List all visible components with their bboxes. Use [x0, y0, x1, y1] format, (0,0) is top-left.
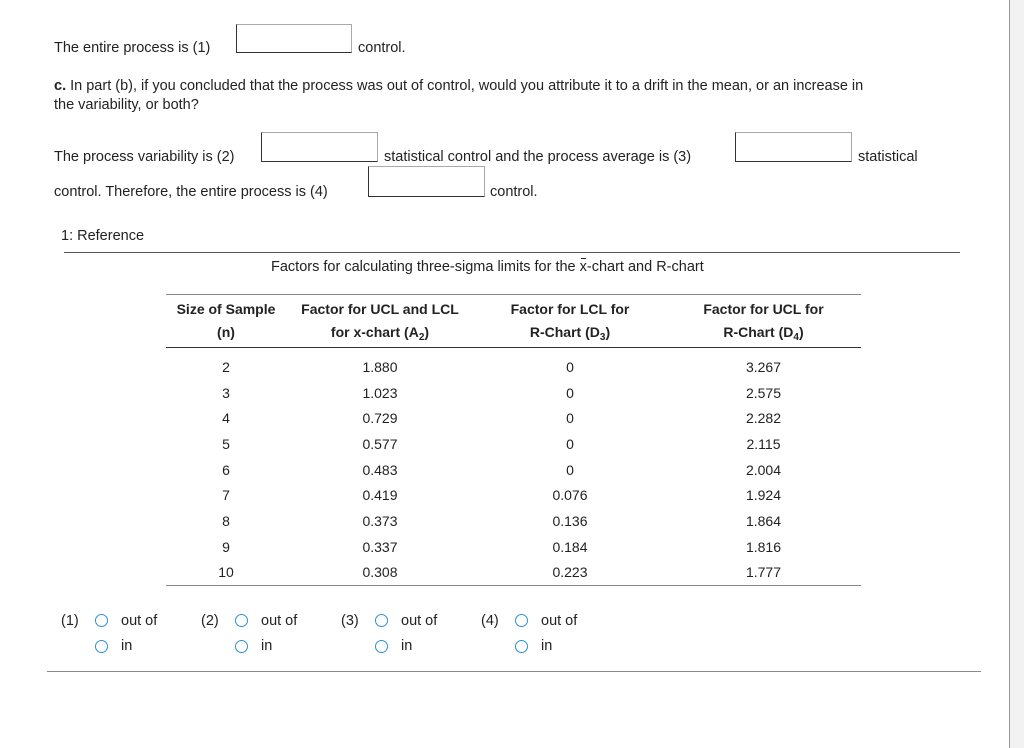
part-c-line1-a: The process variability is (2): [54, 149, 235, 165]
cell-n: 4: [222, 410, 230, 427]
header-d4-line1: Factor for UCL for: [703, 301, 824, 317]
cell-a2: 0.577: [362, 435, 398, 452]
table-caption: [271, 259, 704, 275]
table-row: [166, 508, 861, 534]
header-d4-line2: R-Chart $(D_4)$: [723, 324, 804, 343]
option-label-1-in[interactable]: in: [121, 638, 133, 654]
answer-box-2[interactable]: [261, 132, 378, 162]
part-c-question-line2: the variability, or both?: [54, 97, 199, 113]
cell-n: 3: [222, 384, 230, 401]
cell-n: 6: [222, 461, 230, 478]
table-row: [166, 431, 861, 457]
cell-d3: 0: [566, 410, 574, 427]
cell-d3: 0: [566, 461, 574, 478]
caption-pre: Factors for calculating three-sigma limits for the: [271, 259, 580, 275]
part-c-line1-c: statistical: [858, 149, 918, 165]
header-n-line2: (n): [217, 324, 235, 340]
cell-d4: 2.575: [745, 384, 782, 401]
cell-a2: 0.337: [362, 538, 398, 555]
page-edge: [1009, 0, 1010, 748]
header-a2-line1: Factor for UCL and LCL: [301, 301, 459, 317]
radio-4-out-of[interactable]: [515, 614, 528, 627]
part-c-line1-b: statistical control and the process average is (3): [384, 149, 692, 165]
caption-post: -chart and R-chart: [586, 259, 704, 275]
header-n-line1: Size of Sample: [176, 301, 276, 317]
table-row: [166, 560, 861, 586]
reference-heading: 1: Reference: [61, 228, 145, 244]
cell-d4: 1.864: [745, 512, 782, 529]
answer-box-4[interactable]: [368, 166, 485, 197]
cell-a2: 0.483: [362, 461, 398, 478]
option-label-4-in[interactable]: in: [541, 638, 553, 654]
table-header-row: [166, 321, 861, 348]
cell-d3: 0: [566, 435, 574, 452]
cell-a2: 0.373: [362, 512, 398, 529]
part-a-suffix: control.: [358, 40, 406, 56]
cell-d4: 1.777: [745, 564, 782, 581]
choice-label-4: (4): [481, 613, 499, 629]
table-row: [166, 354, 861, 380]
factors-table: [166, 294, 861, 586]
cell-d3: 0.076: [552, 487, 588, 504]
part-c-question: [54, 78, 863, 94]
reference-divider: [64, 252, 960, 253]
cell-n: 7: [222, 487, 230, 504]
cell-n: 5: [222, 435, 230, 452]
radio-2-out-of[interactable]: [235, 614, 248, 627]
cell-a2: 0.729: [362, 410, 398, 427]
header-a2-line2: for x-chart $(A_2)$: [330, 324, 430, 343]
cell-a2: 0.308: [362, 564, 398, 581]
radio-4-in[interactable]: [515, 640, 528, 653]
table-row: [166, 380, 861, 406]
answer-box-3[interactable]: [735, 132, 852, 162]
cell-d4: 2.115: [746, 435, 781, 452]
header-d3-line2: R-Chart $(D_3)$: [529, 324, 611, 343]
cell-d4: 2.282: [745, 410, 782, 427]
choice-label-3: (3): [341, 613, 359, 629]
cell-d3: 0.223: [552, 564, 588, 581]
cell-n: 8: [222, 512, 230, 529]
table-header-row: [166, 295, 861, 322]
radio-3-out-of[interactable]: [375, 614, 388, 627]
radio-2-in[interactable]: [235, 640, 248, 653]
option-label-2-in[interactable]: in: [261, 638, 273, 654]
cell-n: 9: [222, 538, 230, 555]
radio-3-in[interactable]: [375, 640, 388, 653]
cell-n: 10: [218, 564, 234, 581]
part-c-label: c.: [54, 78, 67, 94]
option-label-3-out-of[interactable]: out of: [401, 613, 438, 629]
table-row: [166, 534, 861, 560]
part-c-line2-a: control. Therefore, the entire process is (4): [54, 184, 328, 200]
part-c-line2-b: control.: [490, 184, 538, 200]
cell-d3: 0.136: [552, 512, 588, 529]
radio-1-out-of[interactable]: [95, 614, 108, 627]
option-label-2-out-of[interactable]: out of: [261, 613, 298, 629]
table-row: [166, 457, 861, 483]
cell-a2: 0.419: [362, 487, 398, 504]
cell-a2: 1.023: [362, 384, 398, 401]
choice-label-1: (1): [61, 613, 79, 629]
cell-a2: 1.880: [362, 358, 398, 375]
cell-n: 2: [222, 358, 230, 375]
header-d3-line1: Factor for LCL for: [510, 301, 630, 317]
choice-label-2: (2): [201, 613, 219, 629]
cell-d4: 3.267: [745, 358, 782, 375]
cell-d3: 0: [566, 384, 574, 401]
cell-d4: 1.816: [745, 538, 782, 555]
cell-d4: 1.924: [745, 487, 782, 504]
part-c-question-text: In part (b), if you concluded that the process was out of control, would you attribute it to a drift in the mean, or an increase in: [66, 78, 864, 94]
option-label-3-in[interactable]: in: [401, 638, 413, 654]
cell-d3: 0: [566, 358, 574, 375]
table-row: [166, 405, 861, 431]
part-a-prefix: The entire process is (1): [54, 40, 211, 56]
radio-1-in[interactable]: [95, 640, 108, 653]
option-label-1-out-of[interactable]: out of: [121, 613, 158, 629]
cell-d4: 2.004: [745, 461, 782, 478]
bottom-divider: [47, 671, 981, 672]
option-label-4-out-of[interactable]: out of: [541, 613, 578, 629]
answer-box-1[interactable]: [236, 24, 352, 53]
table-row: [166, 482, 861, 508]
cell-d3: 0.184: [552, 538, 588, 555]
caption-xbar: x: [579, 259, 587, 275]
